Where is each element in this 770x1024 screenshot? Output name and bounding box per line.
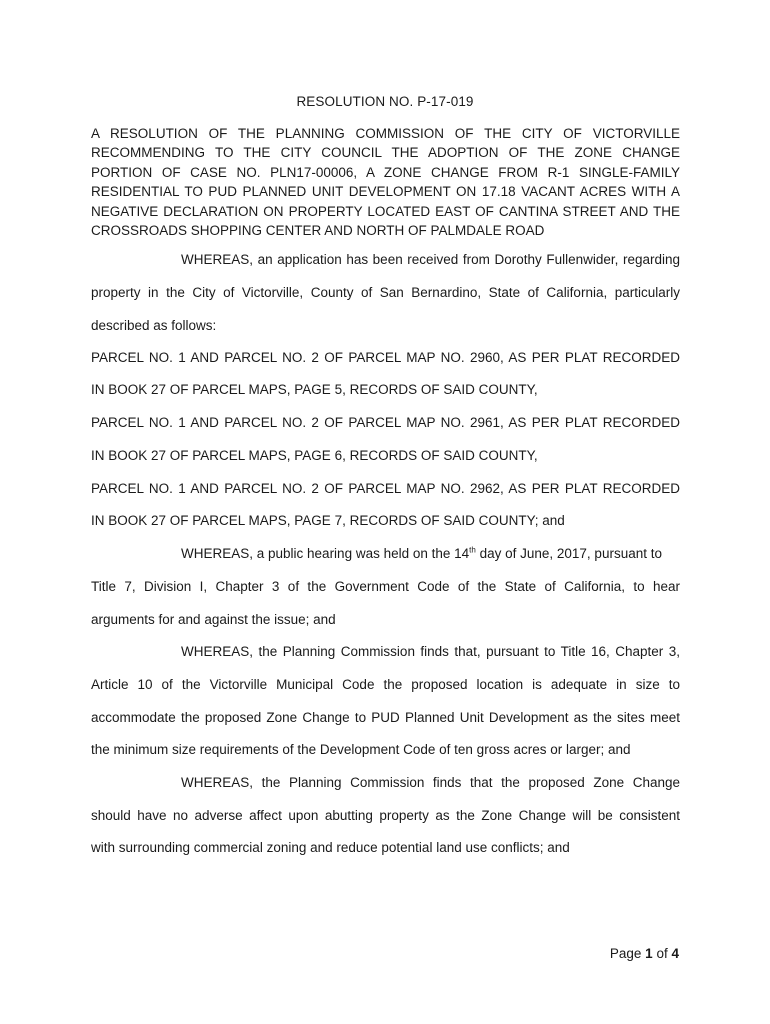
paragraph-line: the minimum size requirements of the Development Code of ten gross acres or larger; and bbox=[91, 742, 631, 757]
paragraph-line: WHEREAS, the Planning Commission finds that, pursuant to Title 16, Chapter 3, bbox=[181, 644, 680, 659]
page-total: 4 bbox=[671, 946, 679, 961]
parcel-line: IN BOOK 27 OF PARCEL MAPS, PAGE 5, RECORDS OF SAID COUNTY, bbox=[91, 382, 538, 397]
parcel-line: PARCEL NO. 1 AND PARCEL NO. 2 OF PARCEL MAP NO. 2961, AS PER PLAT RECORDED bbox=[91, 415, 680, 430]
parcel-line: IN BOOK 27 OF PARCEL MAPS, PAGE 7, RECORDS OF SAID COUNTY; and bbox=[91, 513, 565, 528]
parcel-line: PARCEL NO. 1 AND PARCEL NO. 2 OF PARCEL MAP NO. 2962, AS PER PLAT RECORDED bbox=[91, 481, 680, 496]
paragraph-line: Article 10 of the Victorville Municipal Code the proposed location is adequate in size to bbox=[91, 677, 680, 692]
hearing-text-start: WHEREAS, a public hearing was held on the 14 bbox=[181, 546, 470, 561]
page-number: 1 bbox=[645, 946, 653, 961]
paragraph-line: WHEREAS, an application has been received from Dorothy Fullenwider, regarding bbox=[181, 252, 680, 267]
hearing-text-end: day of June, 2017, pursuant to bbox=[475, 546, 662, 561]
paragraph-line: described as follows: bbox=[91, 318, 217, 333]
resolution-heading: A RESOLUTION OF THE PLANNING COMMISSION OF THE CITY OF VICTORVILLE RECOMMENDING TO THE CITY COUNCIL THE ADOPTION OF THE ZONE CHANGE PORTION OF CASE NO. PLN17-00006, A ZONE CHANGE FROM R-1 SINGLE-FAMILY RESIDENTIAL TO PUD PLANNED UNIT DEVELOPMENT ON 17.18 VACANT ACRES WITH A NEGATIVE DECLARATION ON PROPERTY LOCATED EAST OF CANTINA STREET AND THE CROSSROADS SHOPPING CENTER AND NORTH OF PALMDALE ROAD bbox=[91, 126, 680, 239]
paragraph-line-hearing bbox=[181, 546, 680, 561]
paragraph-line: Title 7, Division I, Chapter 3 of the Government Code of the State of California, to hear bbox=[91, 579, 680, 594]
of-label: of bbox=[656, 946, 668, 961]
paragraph-line: WHEREAS, the Planning Commission finds that the proposed Zone Change bbox=[181, 775, 680, 790]
page-label: Page bbox=[609, 946, 642, 961]
ordinal-suffix: th bbox=[469, 545, 476, 555]
page-footer bbox=[610, 946, 679, 961]
paragraph-line: should have no adverse affect upon abutting property as the Zone Change will be consistent bbox=[91, 808, 680, 823]
paragraph-line: with surrounding commercial zoning and reduce potential land use conflicts; and bbox=[91, 840, 570, 855]
parcel-line: IN BOOK 27 OF PARCEL MAPS, PAGE 6, RECORDS OF SAID COUNTY, bbox=[91, 448, 538, 463]
paragraph-line: property in the City of Victorville, County of San Bernardino, State of California, particularly bbox=[91, 285, 680, 300]
paragraph-line: arguments for and against the issue; and bbox=[91, 612, 336, 627]
paragraph-line: accommodate the proposed Zone Change to PUD Planned Unit Development as the sites meet bbox=[91, 710, 680, 725]
resolution-title: RESOLUTION NO. P-17-019 bbox=[296, 94, 474, 109]
parcel-line: PARCEL NO. 1 AND PARCEL NO. 2 OF PARCEL MAP NO. 2960, AS PER PLAT RECORDED bbox=[91, 350, 680, 365]
